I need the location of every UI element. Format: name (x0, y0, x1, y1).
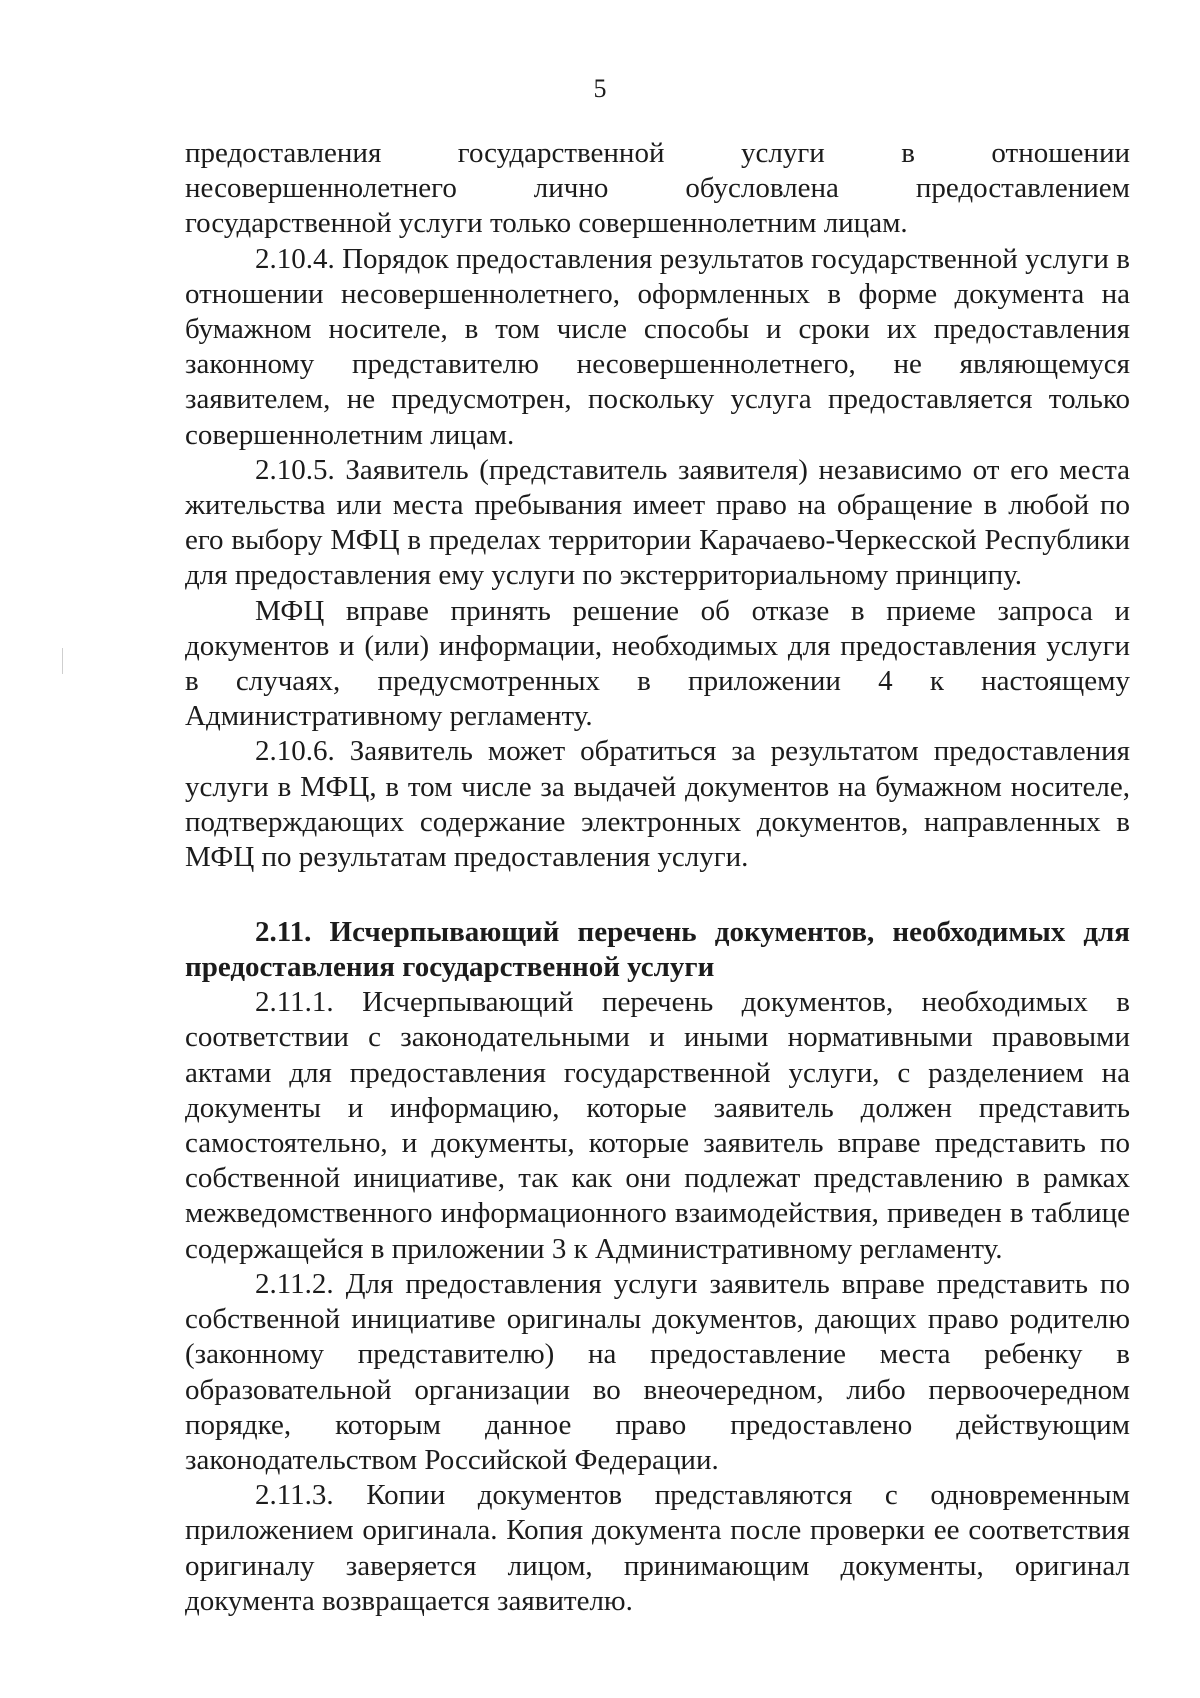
paragraph-continuation: предоставления государственной услуги в отношении несовершеннолетнего лично обусловлена предоставлением государственной услуги только совершеннолетним лицам. (185, 137, 1130, 240)
scan-artifact-line (62, 648, 63, 674)
paragraph-2-11-3: 2.11.3. Копии документов представляются с одновременным приложением оригинала. Копия документа после проверки ее соответствия оригиналу заверяется лицом, принимающим документы, оригинал документа возвращается заявителю. (185, 1479, 1130, 1617)
paragraph-mfc-refusal: МФЦ вправе принять решение об отказе в приеме запроса и документов и (или) информации, необходимых для предоставления услуги в случаях, предусмотренных в приложении 4 к настоящему Административному регламенту. (185, 594, 1130, 733)
section-heading-2-11: 2.11. Исчерпывающий перечень документов, необходимых для предоставления государственной услуги (185, 916, 1130, 984)
paragraph-2-10-4: 2.10.4. Порядок предоставления результатов государственной услуги в отношении несовершеннолетнего, оформленных в форме документа на бумажном носителе, в том числе способы и сроки их предоставления законному представителю несовершеннолетнего, не являющемуся заявителем, не предусмотрен, поскольку услуга предоставляется только совершеннолетним лицам. (185, 242, 1130, 451)
paragraph-2-11-2: 2.11.2. Для предоставления услуги заявитель вправе представить по собственной инициативе оригиналы документов, дающих право родителю (законному представителю) на предоставление места ребенку в образовательной организации во внеочередном, либо первоочередном порядке, которым данное право предоставлено действующим законодательством Российской Федерации. (185, 1267, 1130, 1476)
paragraph-2-10-5: 2.10.5. Заявитель (представитель заявителя) независимо от его места жительства или места пребывания имеет право на обращение в любой по его выбору МФЦ в пределах территории Карачаево-Черкесской Республики для предоставления ему услуги по экстерриториальному принципу. (185, 453, 1130, 592)
page-number: 5 (593, 74, 607, 103)
document-body (185, 136, 1130, 1619)
paragraph-2-11-1: 2.11.1. Исчерпывающий перечень документов, необходимых в соответствии с законодательными и иными нормативными правовыми актами для предоставления государственной услуги, с разделением на документы и информацию, которые заявитель должен представить самостоятельно, и документы, которые заявитель вправе представить по собственной инициативе, так как они подлежат представлению в рамках межведомственного информационного взаимодействия, приведен в таблице содержащейся в приложении 3 к Административному регламенту. (185, 986, 1130, 1265)
paragraph-2-10-6: 2.10.6. Заявитель может обратиться за результатом предоставления услуги в МФЦ, в том числе за выдачей документов на бумажном носителе, подтверждающих содержание электронных документов, направленных в МФЦ по результатам предоставления услуги. (185, 735, 1130, 874)
